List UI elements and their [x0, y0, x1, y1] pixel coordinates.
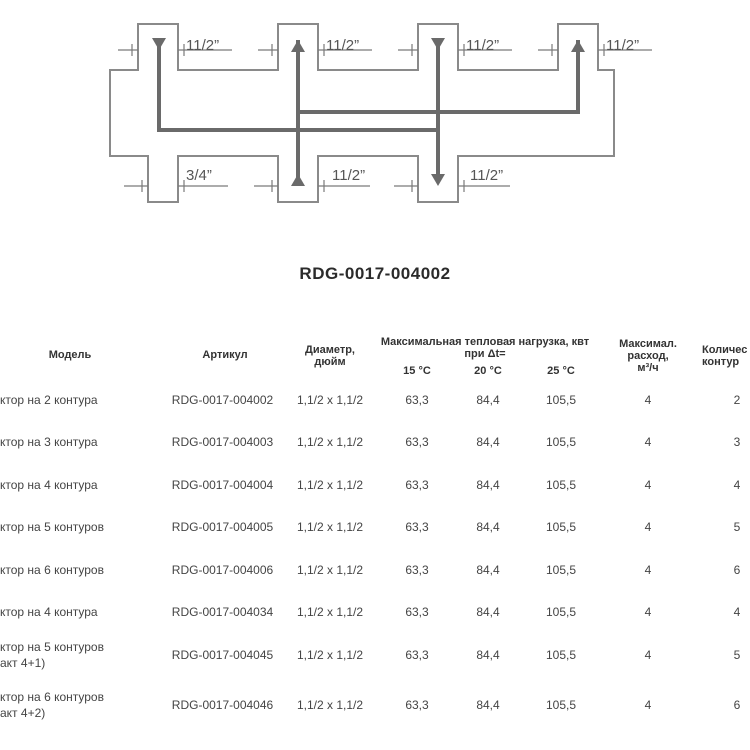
cell-load-20: 84,4 — [476, 698, 500, 712]
cell-diameter: 1,1/2 x 1,1/2 — [296, 520, 364, 534]
cell-diameter: 1,1/2 x 1,1/2 — [296, 698, 364, 712]
header-max-load-line2: при Δt= — [464, 348, 506, 360]
cell-load-20: 84,4 — [476, 435, 500, 449]
cell-diameter: 1,1/2 x 1,1/2 — [296, 648, 364, 662]
cell-max-flow: 4 — [644, 520, 652, 534]
cell-model-line2: акт 4+2) — [0, 706, 46, 720]
cell-count: 4 — [733, 605, 741, 619]
cell-load-15: 63,3 — [405, 478, 429, 492]
cell-load-20: 84,4 — [476, 605, 500, 619]
cell-count: 6 — [733, 563, 741, 577]
cell-article: RDG-0017-004005 — [171, 520, 274, 534]
header-flow-line1: Максимал. — [619, 338, 677, 350]
cell-diameter: 1,1/2 x 1,1/2 — [296, 605, 364, 619]
top-size-label: 11/2” — [326, 37, 360, 54]
cell-model: ктор на 2 контура — [0, 393, 98, 407]
header-count-line1: Количес — [702, 344, 748, 356]
header-t25: 25 °С — [547, 365, 575, 377]
cell-article: RDG-0017-004034 — [171, 605, 274, 619]
cell-model: ктор на 4 контура — [0, 605, 98, 619]
header-flow-line3: м³/ч — [637, 362, 659, 374]
cell-article: RDG-0017-004046 — [171, 698, 274, 712]
cell-model-line2: акт 4+1) — [0, 656, 46, 670]
bottom-size-label: 11/2” — [470, 167, 504, 184]
cell-article: RDG-0017-004003 — [171, 435, 274, 449]
cell-max-flow: 4 — [644, 605, 652, 619]
cell-diameter: 1,1/2 x 1,1/2 — [296, 435, 364, 449]
cell-load-25: 105,5 — [545, 563, 577, 577]
top-size-label: 11/2” — [186, 37, 220, 54]
top-size-label: 11/2” — [606, 37, 640, 54]
header-count-line2: контур — [702, 356, 740, 368]
cell-load-15: 63,3 — [405, 393, 429, 407]
cell-load-20: 84,4 — [476, 393, 500, 407]
cell-load-15: 63,3 — [405, 648, 429, 662]
cell-count: 5 — [733, 648, 741, 662]
cell-load-25: 105,5 — [545, 393, 577, 407]
cell-load-15: 63,3 — [405, 698, 429, 712]
top-size-label: 11/2” — [466, 37, 500, 54]
cell-load-20: 84,4 — [476, 478, 500, 492]
cell-article: RDG-0017-004006 — [171, 563, 274, 577]
cell-load-15: 63,3 — [405, 435, 429, 449]
cell-max-flow: 4 — [644, 393, 652, 407]
cell-load-15: 63,3 — [405, 563, 429, 577]
header-article: Артикул — [202, 349, 248, 361]
cell-max-flow: 4 — [644, 648, 652, 662]
cell-count: 4 — [733, 478, 741, 492]
bottom-size-label: 3/4” — [186, 167, 212, 184]
cell-model: ктор на 6 контуров — [0, 690, 104, 704]
cell-max-flow: 4 — [644, 563, 652, 577]
cell-load-20: 84,4 — [476, 648, 500, 662]
cell-max-flow: 4 — [644, 435, 652, 449]
cell-load-15: 63,3 — [405, 520, 429, 534]
header-max-load-line1: Максимальная тепловая нагрузка, квт — [380, 336, 590, 348]
cell-count: 2 — [733, 393, 741, 407]
cell-load-25: 105,5 — [545, 435, 577, 449]
cell-article: RDG-0017-004004 — [171, 478, 274, 492]
cell-count: 3 — [733, 435, 741, 449]
cell-load-25: 105,5 — [545, 605, 577, 619]
header-max-flow — [610, 338, 686, 374]
header-max-load — [380, 336, 590, 360]
cell-article: RDG-0017-004045 — [171, 648, 274, 662]
header-diameter-line2: дюйм — [314, 356, 346, 368]
cell-model: ктор на 5 контуров — [0, 520, 104, 534]
header-flow-line2: расход, — [627, 350, 669, 362]
cell-load-20: 84,4 — [476, 563, 500, 577]
cell-load-25: 105,5 — [545, 520, 577, 534]
cell-load-25: 105,5 — [545, 478, 577, 492]
cell-load-20: 84,4 — [476, 520, 500, 534]
cell-count: 6 — [733, 698, 741, 712]
manifold-diagram — [0, 0, 750, 240]
cell-model: ктор на 6 контуров — [0, 563, 104, 577]
cell-model: ктор на 3 контура — [0, 435, 98, 449]
header-count — [702, 344, 750, 368]
header-t15: 15 °С — [403, 365, 431, 377]
cell-diameter: 1,1/2 x 1,1/2 — [296, 478, 364, 492]
header-diameter-line1: Диаметр, — [305, 344, 355, 356]
header-model: Модель — [48, 349, 92, 361]
cell-model: ктор на 5 контуров — [0, 640, 104, 654]
page-title: RDG-0017-004002 — [299, 264, 451, 283]
cell-load-15: 63,3 — [405, 605, 429, 619]
cell-max-flow: 4 — [644, 478, 652, 492]
bottom-size-label: 11/2” — [332, 167, 366, 184]
header-t20: 20 °С — [474, 365, 502, 377]
cell-load-25: 105,5 — [545, 648, 577, 662]
cell-count: 5 — [733, 520, 741, 534]
cell-diameter: 1,1/2 x 1,1/2 — [296, 563, 364, 577]
cell-article: RDG-0017-004002 — [171, 393, 274, 407]
cell-model: ктор на 4 контура — [0, 478, 98, 492]
header-diameter — [290, 344, 370, 368]
cell-load-25: 105,5 — [545, 698, 577, 712]
cell-max-flow: 4 — [644, 698, 652, 712]
cell-diameter: 1,1/2 x 1,1/2 — [296, 393, 364, 407]
